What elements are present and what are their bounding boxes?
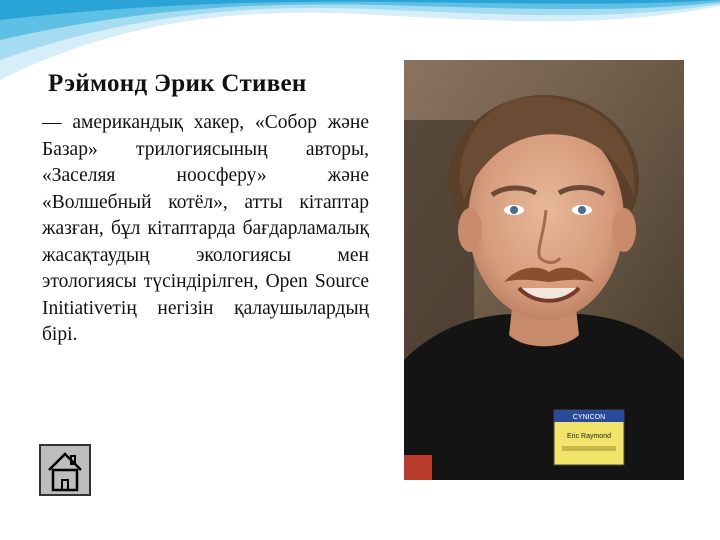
home-icon [41, 446, 89, 494]
slide-body-text: — американдық хакер, «Собор және Базар» трилогиясының авторы, «Заселяя ноосферу» және «Волшебный котёл», атты кітаптар жазған, бұл кітаптарда бағдарламалық жасақтаудың экологиясы мен этологиясы түсіндірілген, Open Source Initiativeтің негізін қалаушылардың бірі. [42, 112, 369, 345]
badge-name: Eric Raymond [567, 433, 611, 440]
badge-brand: CYNICON [572, 414, 606, 421]
name-badge [554, 410, 624, 465]
slide-title: Рэймонд Эрик Стивен [48, 70, 307, 97]
home-button[interactable] [39, 444, 91, 496]
portrait-photo [404, 60, 684, 480]
